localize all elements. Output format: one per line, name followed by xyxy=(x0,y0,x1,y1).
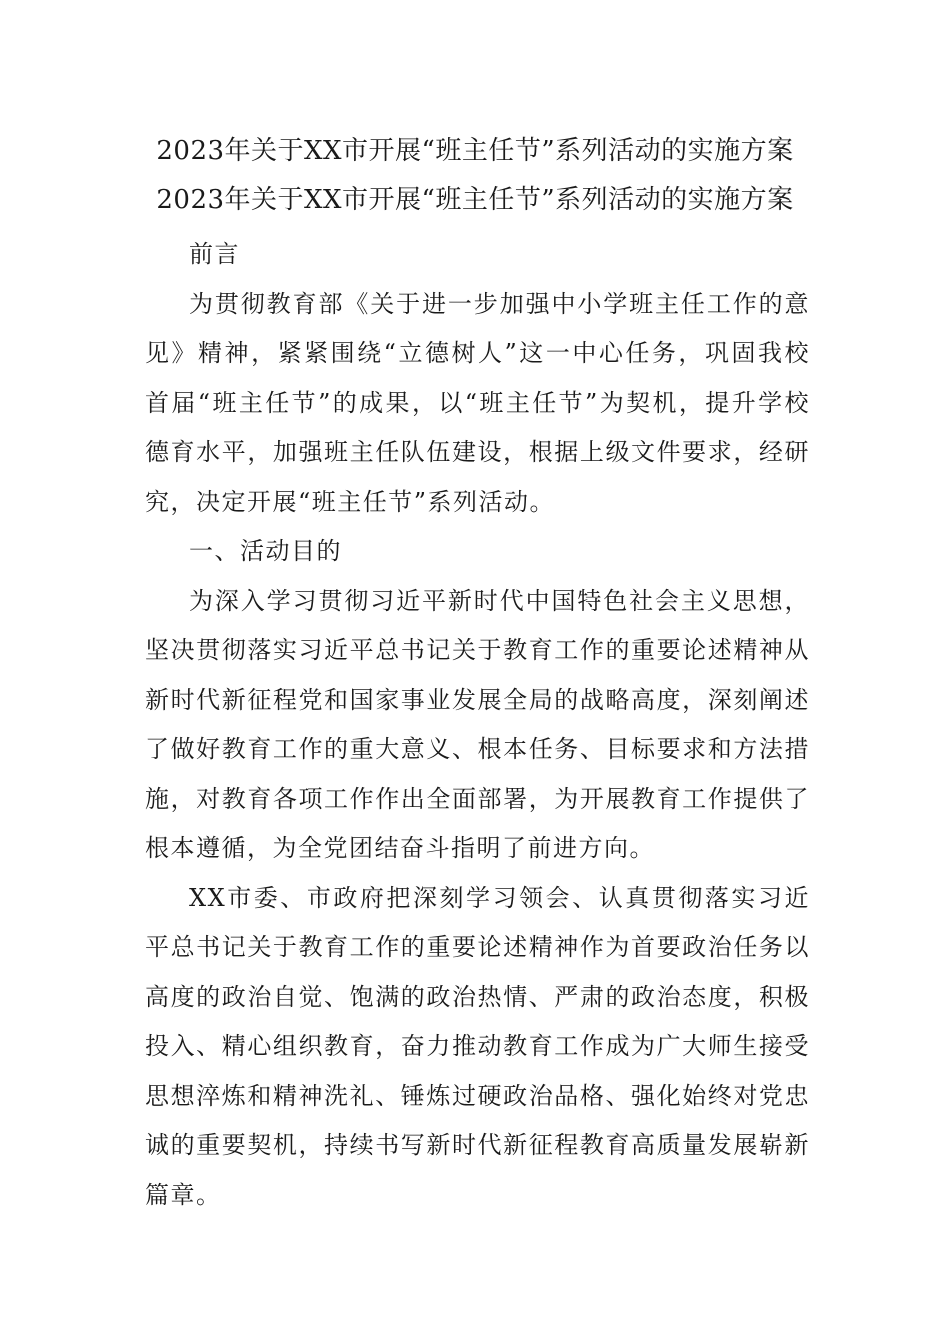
document-title: 2023年关于XX市开展“班主任节”系列活动的实施方案 xyxy=(156,136,794,166)
paragraph-purpose: 为深入学习贯彻习近平新时代中国特色社会主义思想，坚决贯彻落实习近平总书记关于教育工作的重要论述精神从新时代新征程党和国家事业发展全局的战略高度，深刻阐述了做好教育工作的重大意义、根本任务、目标要求和方法措施，对教育各项工作作出全面部署，为开展教育工作提供了根本遵循，为全党团结奋斗指明了前进方向。 xyxy=(145,586,810,862)
section-heading-purpose: 一、活动目的 xyxy=(189,537,342,565)
paragraph-preface: 为贯彻教育部《关于进一步加强中小学班主任工作的意见》精神，紧紧围绕“立德树人”这一中心任务，巩固我校首届“班主任节”的成果，以“班主任节”为契机，提升学校德育水平，加强班主任队伍建设，根据上级文件要求，经研究，决定开展“班主任节”系列活动。 xyxy=(145,289,810,516)
document-body xyxy=(145,230,810,1220)
document-title-repeat: 2023年关于XX市开展“班主任节”系列活动的实施方案 xyxy=(156,185,794,215)
paragraph-city-commitment: XX市委、市政府把深刻学习领会、认真贯彻落实习近平总书记关于教育工作的重要论述精神作为首要政治任务以高度的政治自觉、饱满的政治热情、严肃的政治态度，积极投入、精心组织教育，奋力推动教育工作成为广大师生接受思想淬炼和精神洗礼、锤炼过硬政治品格、强化始终对党忠诚的重要契机，持续书写新时代新征程教育高质量发展崭新篇章。 xyxy=(145,883,810,1209)
section-heading-preface: 前言 xyxy=(189,240,240,268)
